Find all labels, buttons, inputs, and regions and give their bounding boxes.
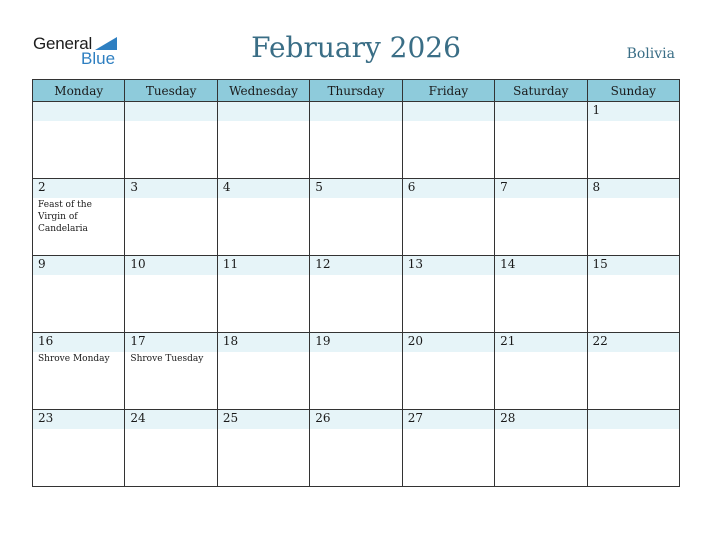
holiday-label	[310, 275, 401, 277]
day-number: 24	[125, 410, 216, 429]
day-cell	[402, 256, 494, 333]
day-number: 18	[218, 333, 309, 352]
holiday-label: Shrove Monday	[38, 354, 110, 364]
day-number	[588, 410, 679, 429]
day-number	[403, 102, 494, 121]
day-cell	[310, 256, 402, 333]
day-number: 2	[33, 179, 124, 198]
day-cell	[495, 410, 587, 487]
day-number	[33, 102, 124, 121]
weekday-header-row	[33, 80, 680, 102]
day-cell	[587, 410, 679, 487]
holiday-label	[403, 121, 494, 123]
day-cell	[33, 102, 125, 179]
day-number: 11	[218, 256, 309, 275]
holiday-label	[218, 121, 309, 123]
holiday-label	[218, 275, 309, 277]
day-cell	[402, 179, 494, 256]
holiday-label	[495, 429, 586, 431]
country-label: Bolivia	[626, 46, 675, 62]
holiday-label	[310, 429, 401, 431]
day-cell	[310, 102, 402, 179]
holiday-label	[33, 275, 124, 277]
day-cell	[310, 333, 402, 410]
day-number	[125, 102, 216, 121]
day-cell	[125, 333, 217, 410]
weekday-header: Tuesday	[125, 80, 217, 102]
day-cell	[310, 179, 402, 256]
day-cell	[217, 179, 309, 256]
day-number: 14	[495, 256, 586, 275]
holiday-label	[125, 121, 216, 123]
day-number: 4	[218, 179, 309, 198]
holiday-label	[588, 121, 679, 123]
day-cell	[125, 410, 217, 487]
day-number: 27	[403, 410, 494, 429]
week-row	[33, 179, 680, 256]
weekday-header: Sunday	[587, 80, 679, 102]
day-cell	[402, 410, 494, 487]
holiday-label	[33, 429, 124, 431]
week-row	[33, 256, 680, 333]
day-cell	[587, 179, 679, 256]
calendar-title: February 2026	[251, 31, 461, 64]
holiday-label	[495, 198, 586, 200]
day-number: 6	[403, 179, 494, 198]
day-cell	[587, 256, 679, 333]
holiday-label	[403, 275, 494, 277]
day-number: 3	[125, 179, 216, 198]
holiday-label	[495, 352, 586, 354]
holiday-label	[125, 198, 216, 200]
holiday-label	[403, 198, 494, 200]
day-cell	[495, 179, 587, 256]
day-cell	[125, 179, 217, 256]
calendar-grid	[32, 79, 680, 487]
day-number: 13	[403, 256, 494, 275]
day-number: 15	[588, 256, 679, 275]
weekday-header: Friday	[402, 80, 494, 102]
day-number	[495, 102, 586, 121]
day-number: 21	[495, 333, 586, 352]
holiday-label	[495, 121, 586, 123]
holiday-label	[33, 121, 124, 123]
day-cell	[217, 410, 309, 487]
day-cell	[125, 256, 217, 333]
day-number: 12	[310, 256, 401, 275]
day-number: 26	[310, 410, 401, 429]
day-cell	[310, 410, 402, 487]
day-cell	[495, 333, 587, 410]
day-number: 5	[310, 179, 401, 198]
holiday-label	[125, 275, 216, 277]
day-cell	[33, 333, 125, 410]
day-number: 8	[588, 179, 679, 198]
holiday-label	[588, 198, 679, 200]
day-number: 28	[495, 410, 586, 429]
day-cell	[125, 102, 217, 179]
holiday-label	[403, 352, 494, 354]
holiday-label	[218, 429, 309, 431]
week-row	[33, 102, 680, 179]
day-cell	[217, 102, 309, 179]
weekday-header: Thursday	[310, 80, 402, 102]
day-cell	[402, 333, 494, 410]
day-cell	[402, 102, 494, 179]
day-cell	[33, 410, 125, 487]
day-cell	[217, 333, 309, 410]
day-cell	[587, 333, 679, 410]
week-row	[33, 410, 680, 487]
day-number: 19	[310, 333, 401, 352]
day-number: 23	[33, 410, 124, 429]
day-cell	[217, 256, 309, 333]
holiday-label	[588, 275, 679, 277]
day-number	[218, 102, 309, 121]
holiday-label	[403, 429, 494, 431]
weekday-header: Wednesday	[217, 80, 309, 102]
logo-text-blue: Blue	[81, 49, 116, 68]
day-cell	[587, 102, 679, 179]
logo-text-general: General	[33, 34, 93, 53]
day-number: 7	[495, 179, 586, 198]
holiday-label: Shrove Tuesday	[130, 354, 204, 364]
day-number: 17	[125, 333, 216, 352]
holiday-label	[588, 429, 679, 431]
holiday-label	[125, 429, 216, 431]
holiday-label	[310, 198, 401, 200]
holiday-label	[310, 121, 401, 123]
holiday-label	[588, 352, 679, 354]
holiday-label: Feast of the Virgin of Candelaria	[38, 200, 92, 234]
holiday-label	[310, 352, 401, 354]
day-cell	[495, 102, 587, 179]
holiday-label	[495, 275, 586, 277]
day-number: 22	[588, 333, 679, 352]
day-number: 20	[403, 333, 494, 352]
day-cell	[33, 179, 125, 256]
weekday-header: Saturday	[495, 80, 587, 102]
day-number: 25	[218, 410, 309, 429]
day-cell	[495, 256, 587, 333]
holiday-label	[218, 198, 309, 200]
weekday-header: Monday	[33, 80, 125, 102]
holiday-label	[218, 352, 309, 354]
day-number: 1	[588, 102, 679, 121]
week-row	[33, 333, 680, 410]
day-number: 10	[125, 256, 216, 275]
day-number: 16	[33, 333, 124, 352]
day-cell	[33, 256, 125, 333]
day-number: 9	[33, 256, 124, 275]
day-number	[310, 102, 401, 121]
